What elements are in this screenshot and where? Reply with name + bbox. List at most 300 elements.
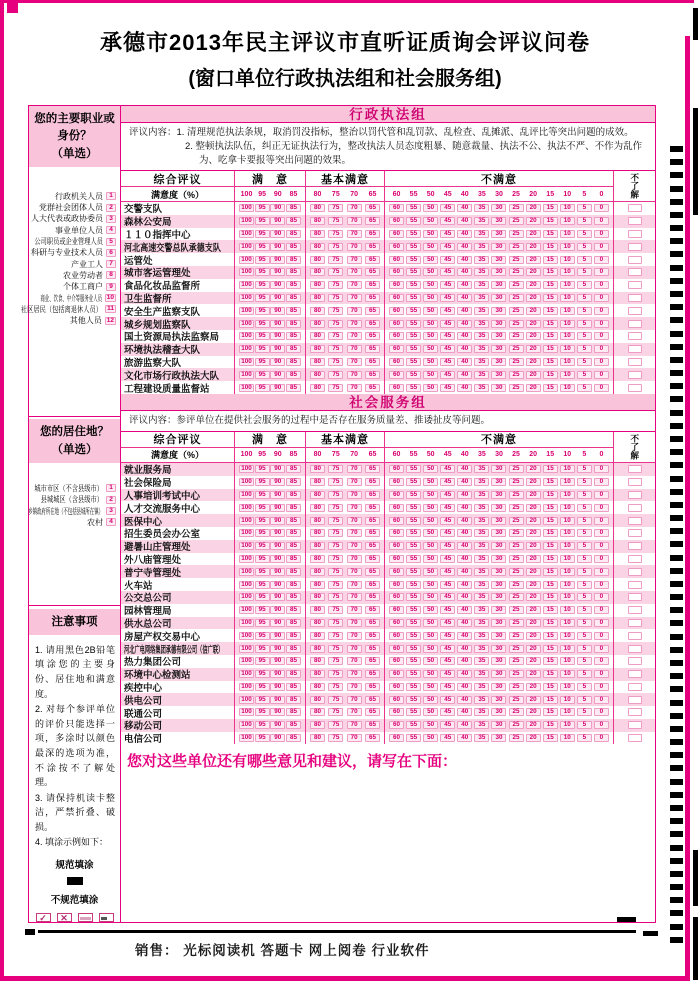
score-bubble-55[interactable]: 55: [406, 465, 421, 473]
score-bubble-85[interactable]: 85: [286, 478, 301, 486]
score-bubble-45[interactable]: 45: [440, 542, 455, 550]
score-bubble-100[interactable]: 100: [239, 683, 254, 691]
score-bubble-5[interactable]: 5: [577, 345, 592, 353]
score-bubble-45[interactable]: 45: [440, 529, 455, 537]
score-bubble-20[interactable]: 20: [526, 619, 541, 627]
score-bubble-70[interactable]: 70: [347, 734, 362, 742]
score-bubble-85[interactable]: 85: [286, 256, 301, 264]
score-bubble-25[interactable]: 25: [509, 708, 524, 716]
score-bubble-20[interactable]: 20: [526, 307, 541, 315]
score-bubble-65[interactable]: 65: [365, 568, 380, 576]
score-bubble-20[interactable]: 20: [526, 542, 541, 550]
unknown-checkbox[interactable]: [628, 568, 642, 576]
score-bubble-75[interactable]: 75: [328, 683, 343, 691]
score-bubble-75[interactable]: 75: [328, 645, 343, 653]
score-bubble-90[interactable]: 90: [270, 332, 285, 340]
score-bubble-100[interactable]: 100: [239, 268, 254, 276]
score-bubble-90[interactable]: 90: [270, 581, 285, 589]
score-bubble-30[interactable]: 30: [491, 384, 506, 392]
score-bubble-85[interactable]: 85: [286, 606, 301, 614]
score-bubble-100[interactable]: 100: [239, 491, 254, 499]
score-bubble-45[interactable]: 45: [440, 256, 455, 264]
score-bubble-70[interactable]: 70: [347, 243, 362, 251]
score-bubble-100[interactable]: 100: [239, 529, 254, 537]
score-bubble-20[interactable]: 20: [526, 204, 541, 212]
score-bubble-95[interactable]: 95: [255, 734, 270, 742]
score-bubble-20[interactable]: 20: [526, 465, 541, 473]
score-bubble-25[interactable]: 25: [509, 734, 524, 742]
score-bubble-30[interactable]: 30: [491, 517, 506, 525]
score-bubble-35[interactable]: 35: [474, 517, 489, 525]
score-bubble-40[interactable]: 40: [457, 358, 472, 366]
score-bubble-50[interactable]: 50: [423, 708, 438, 716]
score-bubble-85[interactable]: 85: [286, 708, 301, 716]
score-bubble-70[interactable]: 70: [347, 708, 362, 716]
score-bubble-20[interactable]: 20: [526, 294, 541, 302]
score-bubble-10[interactable]: 10: [560, 281, 575, 289]
option-bubble-3[interactable]: 3: [106, 215, 116, 223]
score-bubble-35[interactable]: 35: [474, 593, 489, 601]
score-bubble-55[interactable]: 55: [406, 708, 421, 716]
score-bubble-70[interactable]: 70: [347, 384, 362, 392]
score-bubble-65[interactable]: 65: [365, 358, 380, 366]
score-bubble-50[interactable]: 50: [423, 593, 438, 601]
score-bubble-15[interactable]: 15: [543, 320, 558, 328]
score-bubble-65[interactable]: 65: [365, 555, 380, 563]
score-bubble-10[interactable]: 10: [560, 230, 575, 238]
score-bubble-65[interactable]: 65: [365, 708, 380, 716]
score-bubble-35[interactable]: 35: [474, 734, 489, 742]
score-bubble-50[interactable]: 50: [423, 491, 438, 499]
score-bubble-75[interactable]: 75: [328, 504, 343, 512]
score-bubble-35[interactable]: 35: [474, 371, 489, 379]
score-bubble-40[interactable]: 40: [457, 517, 472, 525]
score-bubble-50[interactable]: 50: [423, 657, 438, 665]
score-bubble-40[interactable]: 40: [457, 345, 472, 353]
score-bubble-90[interactable]: 90: [270, 345, 285, 353]
score-bubble-40[interactable]: 40: [457, 657, 472, 665]
score-bubble-75[interactable]: 75: [328, 384, 343, 392]
unknown-checkbox[interactable]: [628, 230, 642, 238]
score-bubble-90[interactable]: 90: [270, 491, 285, 499]
score-bubble-60[interactable]: 60: [389, 517, 404, 525]
score-bubble-90[interactable]: 90: [270, 465, 285, 473]
score-bubble-75[interactable]: 75: [328, 204, 343, 212]
score-bubble-75[interactable]: 75: [328, 529, 343, 537]
score-bubble-95[interactable]: 95: [255, 606, 270, 614]
score-bubble-10[interactable]: 10: [560, 708, 575, 716]
score-bubble-25[interactable]: 25: [509, 721, 524, 729]
option-bubble-11[interactable]: 11: [107, 305, 114, 313]
score-bubble-0[interactable]: 0: [594, 504, 609, 512]
score-bubble-50[interactable]: 50: [423, 268, 438, 276]
score-bubble-0[interactable]: 0: [594, 345, 609, 353]
score-bubble-10[interactable]: 10: [560, 529, 575, 537]
score-bubble-40[interactable]: 40: [457, 465, 472, 473]
score-bubble-25[interactable]: 25: [509, 606, 524, 614]
score-bubble-10[interactable]: 10: [560, 542, 575, 550]
score-bubble-25[interactable]: 25: [509, 593, 524, 601]
score-bubble-20[interactable]: 20: [526, 721, 541, 729]
option-bubble-6[interactable]: 6: [106, 249, 116, 257]
score-bubble-5[interactable]: 5: [577, 542, 592, 550]
score-bubble-55[interactable]: 55: [406, 619, 421, 627]
score-bubble-25[interactable]: 25: [509, 345, 524, 353]
score-bubble-75[interactable]: 75: [328, 478, 343, 486]
score-bubble-100[interactable]: 100: [239, 243, 254, 251]
score-bubble-90[interactable]: 90: [270, 619, 285, 627]
score-bubble-95[interactable]: 95: [255, 708, 270, 716]
score-bubble-50[interactable]: 50: [423, 478, 438, 486]
score-bubble-75[interactable]: 75: [328, 555, 343, 563]
score-bubble-100[interactable]: 100: [239, 645, 254, 653]
score-bubble-0[interactable]: 0: [594, 721, 609, 729]
score-bubble-0[interactable]: 0: [594, 734, 609, 742]
score-bubble-60[interactable]: 60: [389, 657, 404, 665]
unknown-checkbox[interactable]: [628, 581, 642, 589]
score-bubble-5[interactable]: 5: [577, 217, 592, 225]
score-bubble-80[interactable]: 80: [310, 332, 325, 340]
score-bubble-65[interactable]: 65: [365, 504, 380, 512]
score-bubble-0[interactable]: 0: [594, 670, 609, 678]
score-bubble-70[interactable]: 70: [347, 657, 362, 665]
score-bubble-40[interactable]: 40: [457, 243, 472, 251]
score-bubble-65[interactable]: 65: [365, 581, 380, 589]
score-bubble-5[interactable]: 5: [577, 478, 592, 486]
score-bubble-50[interactable]: 50: [423, 606, 438, 614]
option-bubble-10[interactable]: 10: [106, 294, 114, 302]
unknown-checkbox[interactable]: [628, 204, 642, 212]
score-bubble-5[interactable]: 5: [577, 256, 592, 264]
score-bubble-40[interactable]: 40: [457, 542, 472, 550]
score-bubble-0[interactable]: 0: [594, 478, 609, 486]
score-bubble-95[interactable]: 95: [255, 568, 270, 576]
score-bubble-60[interactable]: 60: [389, 294, 404, 302]
score-bubble-65[interactable]: 65: [365, 683, 380, 691]
score-bubble-95[interactable]: 95: [255, 320, 270, 328]
score-bubble-65[interactable]: 65: [365, 657, 380, 665]
score-bubble-55[interactable]: 55: [406, 345, 421, 353]
score-bubble-15[interactable]: 15: [543, 268, 558, 276]
score-bubble-70[interactable]: 70: [347, 371, 362, 379]
score-bubble-70[interactable]: 70: [347, 256, 362, 264]
score-bubble-15[interactable]: 15: [543, 358, 558, 366]
score-bubble-95[interactable]: 95: [255, 657, 270, 665]
score-bubble-60[interactable]: 60: [389, 281, 404, 289]
score-bubble-40[interactable]: 40: [457, 371, 472, 379]
score-bubble-40[interactable]: 40: [457, 619, 472, 627]
score-bubble-85[interactable]: 85: [286, 670, 301, 678]
score-bubble-45[interactable]: 45: [440, 645, 455, 653]
score-bubble-75[interactable]: 75: [328, 619, 343, 627]
score-bubble-20[interactable]: 20: [526, 696, 541, 704]
score-bubble-85[interactable]: 85: [286, 384, 301, 392]
score-bubble-80[interactable]: 80: [310, 204, 325, 212]
score-bubble-30[interactable]: 30: [491, 734, 506, 742]
unknown-checkbox[interactable]: [628, 670, 642, 678]
score-bubble-75[interactable]: 75: [328, 243, 343, 251]
score-bubble-65[interactable]: 65: [365, 332, 380, 340]
score-bubble-80[interactable]: 80: [310, 358, 325, 366]
score-bubble-15[interactable]: 15: [543, 619, 558, 627]
score-bubble-15[interactable]: 15: [543, 384, 558, 392]
score-bubble-65[interactable]: 65: [365, 204, 380, 212]
score-bubble-55[interactable]: 55: [406, 478, 421, 486]
score-bubble-75[interactable]: 75: [328, 256, 343, 264]
score-bubble-5[interactable]: 5: [577, 371, 592, 379]
score-bubble-10[interactable]: 10: [560, 217, 575, 225]
score-bubble-55[interactable]: 55: [406, 307, 421, 315]
score-bubble-10[interactable]: 10: [560, 696, 575, 704]
score-bubble-40[interactable]: 40: [457, 307, 472, 315]
score-bubble-90[interactable]: 90: [270, 478, 285, 486]
score-bubble-50[interactable]: 50: [423, 696, 438, 704]
score-bubble-30[interactable]: 30: [491, 683, 506, 691]
score-bubble-35[interactable]: 35: [474, 478, 489, 486]
score-bubble-75[interactable]: 75: [328, 606, 343, 614]
score-bubble-60[interactable]: 60: [389, 358, 404, 366]
score-bubble-60[interactable]: 60: [389, 542, 404, 550]
score-bubble-35[interactable]: 35: [474, 581, 489, 589]
score-bubble-15[interactable]: 15: [543, 670, 558, 678]
score-bubble-30[interactable]: 30: [491, 606, 506, 614]
score-bubble-50[interactable]: 50: [423, 358, 438, 366]
score-bubble-10[interactable]: 10: [560, 734, 575, 742]
score-bubble-80[interactable]: 80: [310, 465, 325, 473]
score-bubble-15[interactable]: 15: [543, 555, 558, 563]
score-bubble-50[interactable]: 50: [423, 529, 438, 537]
score-bubble-5[interactable]: 5: [577, 504, 592, 512]
score-bubble-20[interactable]: 20: [526, 645, 541, 653]
score-bubble-55[interactable]: 55: [406, 568, 421, 576]
score-bubble-100[interactable]: 100: [239, 256, 254, 264]
score-bubble-40[interactable]: 40: [457, 696, 472, 704]
score-bubble-30[interactable]: 30: [491, 243, 506, 251]
score-bubble-45[interactable]: 45: [440, 384, 455, 392]
score-bubble-30[interactable]: 30: [491, 529, 506, 537]
score-bubble-5[interactable]: 5: [577, 708, 592, 716]
score-bubble-65[interactable]: 65: [365, 320, 380, 328]
score-bubble-85[interactable]: 85: [286, 465, 301, 473]
score-bubble-70[interactable]: 70: [347, 504, 362, 512]
score-bubble-40[interactable]: 40: [457, 384, 472, 392]
score-bubble-90[interactable]: 90: [270, 307, 285, 315]
score-bubble-10[interactable]: 10: [560, 619, 575, 627]
score-bubble-40[interactable]: 40: [457, 294, 472, 302]
score-bubble-95[interactable]: 95: [255, 478, 270, 486]
score-bubble-100[interactable]: 100: [239, 721, 254, 729]
score-bubble-45[interactable]: 45: [440, 683, 455, 691]
score-bubble-25[interactable]: 25: [509, 204, 524, 212]
score-bubble-95[interactable]: 95: [255, 204, 270, 212]
score-bubble-90[interactable]: 90: [270, 517, 285, 525]
score-bubble-30[interactable]: 30: [491, 294, 506, 302]
score-bubble-55[interactable]: 55: [406, 606, 421, 614]
score-bubble-15[interactable]: 15: [543, 204, 558, 212]
score-bubble-10[interactable]: 10: [560, 581, 575, 589]
unknown-checkbox[interactable]: [628, 217, 642, 225]
score-bubble-5[interactable]: 5: [577, 670, 592, 678]
score-bubble-85[interactable]: 85: [286, 721, 301, 729]
score-bubble-70[interactable]: 70: [347, 332, 362, 340]
score-bubble-45[interactable]: 45: [440, 670, 455, 678]
score-bubble-65[interactable]: 65: [365, 384, 380, 392]
score-bubble-100[interactable]: 100: [239, 504, 254, 512]
score-bubble-85[interactable]: 85: [286, 517, 301, 525]
score-bubble-25[interactable]: 25: [509, 657, 524, 665]
score-bubble-70[interactable]: 70: [347, 358, 362, 366]
score-bubble-100[interactable]: 100: [239, 320, 254, 328]
score-bubble-25[interactable]: 25: [509, 358, 524, 366]
score-bubble-70[interactable]: 70: [347, 542, 362, 550]
score-bubble-40[interactable]: 40: [457, 568, 472, 576]
score-bubble-75[interactable]: 75: [328, 657, 343, 665]
score-bubble-50[interactable]: 50: [423, 307, 438, 315]
score-bubble-80[interactable]: 80: [310, 281, 325, 289]
score-bubble-15[interactable]: 15: [543, 294, 558, 302]
score-bubble-35[interactable]: 35: [474, 542, 489, 550]
score-bubble-70[interactable]: 70: [347, 230, 362, 238]
score-bubble-15[interactable]: 15: [543, 721, 558, 729]
score-bubble-35[interactable]: 35: [474, 670, 489, 678]
score-bubble-55[interactable]: 55: [406, 529, 421, 537]
score-bubble-100[interactable]: 100: [239, 708, 254, 716]
score-bubble-30[interactable]: 30: [491, 230, 506, 238]
unknown-checkbox[interactable]: [628, 332, 642, 340]
score-bubble-90[interactable]: 90: [270, 504, 285, 512]
score-bubble-75[interactable]: 75: [328, 632, 343, 640]
score-bubble-25[interactable]: 25: [509, 670, 524, 678]
score-bubble-55[interactable]: 55: [406, 217, 421, 225]
score-bubble-25[interactable]: 25: [509, 555, 524, 563]
score-bubble-65[interactable]: 65: [365, 517, 380, 525]
score-bubble-100[interactable]: 100: [239, 696, 254, 704]
score-bubble-60[interactable]: 60: [389, 243, 404, 251]
score-bubble-70[interactable]: 70: [347, 307, 362, 315]
unknown-checkbox[interactable]: [628, 358, 642, 366]
score-bubble-20[interactable]: 20: [526, 734, 541, 742]
score-bubble-60[interactable]: 60: [389, 645, 404, 653]
score-bubble-50[interactable]: 50: [423, 204, 438, 212]
score-bubble-65[interactable]: 65: [365, 345, 380, 353]
score-bubble-80[interactable]: 80: [310, 721, 325, 729]
score-bubble-90[interactable]: 90: [270, 204, 285, 212]
score-bubble-5[interactable]: 5: [577, 358, 592, 366]
score-bubble-45[interactable]: 45: [440, 204, 455, 212]
score-bubble-85[interactable]: 85: [286, 307, 301, 315]
score-bubble-20[interactable]: 20: [526, 478, 541, 486]
unknown-checkbox[interactable]: [628, 593, 642, 601]
unknown-checkbox[interactable]: [628, 504, 642, 512]
score-bubble-75[interactable]: 75: [328, 708, 343, 716]
score-bubble-60[interactable]: 60: [389, 465, 404, 473]
score-bubble-55[interactable]: 55: [406, 683, 421, 691]
score-bubble-70[interactable]: 70: [347, 670, 362, 678]
score-bubble-95[interactable]: 95: [255, 529, 270, 537]
score-bubble-35[interactable]: 35: [474, 619, 489, 627]
score-bubble-30[interactable]: 30: [491, 204, 506, 212]
unknown-checkbox[interactable]: [628, 619, 642, 627]
score-bubble-15[interactable]: 15: [543, 371, 558, 379]
score-bubble-10[interactable]: 10: [560, 555, 575, 563]
score-bubble-40[interactable]: 40: [457, 217, 472, 225]
score-bubble-5[interactable]: 5: [577, 268, 592, 276]
score-bubble-85[interactable]: 85: [286, 529, 301, 537]
score-bubble-50[interactable]: 50: [423, 465, 438, 473]
score-bubble-50[interactable]: 50: [423, 517, 438, 525]
score-bubble-0[interactable]: 0: [594, 243, 609, 251]
score-bubble-55[interactable]: 55: [406, 734, 421, 742]
score-bubble-20[interactable]: 20: [526, 581, 541, 589]
score-bubble-85[interactable]: 85: [286, 568, 301, 576]
score-bubble-30[interactable]: 30: [491, 593, 506, 601]
score-bubble-95[interactable]: 95: [255, 670, 270, 678]
score-bubble-40[interactable]: 40: [457, 204, 472, 212]
score-bubble-20[interactable]: 20: [526, 593, 541, 601]
score-bubble-30[interactable]: 30: [491, 632, 506, 640]
score-bubble-5[interactable]: 5: [577, 632, 592, 640]
score-bubble-55[interactable]: 55: [406, 384, 421, 392]
score-bubble-35[interactable]: 35: [474, 217, 489, 225]
score-bubble-50[interactable]: 50: [423, 504, 438, 512]
score-bubble-90[interactable]: 90: [270, 268, 285, 276]
score-bubble-35[interactable]: 35: [474, 696, 489, 704]
option-bubble-4[interactable]: 4: [106, 226, 116, 234]
score-bubble-45[interactable]: 45: [440, 606, 455, 614]
score-bubble-0[interactable]: 0: [594, 256, 609, 264]
score-bubble-80[interactable]: 80: [310, 657, 325, 665]
score-bubble-100[interactable]: 100: [239, 555, 254, 563]
score-bubble-60[interactable]: 60: [389, 504, 404, 512]
score-bubble-95[interactable]: 95: [255, 358, 270, 366]
score-bubble-80[interactable]: 80: [310, 517, 325, 525]
score-bubble-5[interactable]: 5: [577, 465, 592, 473]
score-bubble-45[interactable]: 45: [440, 581, 455, 589]
score-bubble-65[interactable]: 65: [365, 645, 380, 653]
score-bubble-5[interactable]: 5: [577, 619, 592, 627]
score-bubble-20[interactable]: 20: [526, 491, 541, 499]
score-bubble-75[interactable]: 75: [328, 268, 343, 276]
score-bubble-100[interactable]: 100: [239, 593, 254, 601]
score-bubble-75[interactable]: 75: [328, 320, 343, 328]
score-bubble-10[interactable]: 10: [560, 371, 575, 379]
score-bubble-60[interactable]: 60: [389, 345, 404, 353]
score-bubble-85[interactable]: 85: [286, 632, 301, 640]
score-bubble-20[interactable]: 20: [526, 632, 541, 640]
score-bubble-0[interactable]: 0: [594, 371, 609, 379]
score-bubble-90[interactable]: 90: [270, 696, 285, 704]
score-bubble-60[interactable]: 60: [389, 581, 404, 589]
score-bubble-80[interactable]: 80: [310, 384, 325, 392]
score-bubble-80[interactable]: 80: [310, 243, 325, 251]
score-bubble-100[interactable]: 100: [239, 217, 254, 225]
unknown-checkbox[interactable]: [628, 632, 642, 640]
score-bubble-35[interactable]: 35: [474, 568, 489, 576]
score-bubble-90[interactable]: 90: [270, 645, 285, 653]
score-bubble-25[interactable]: 25: [509, 384, 524, 392]
score-bubble-80[interactable]: 80: [310, 217, 325, 225]
option-bubble-8[interactable]: 8: [106, 271, 116, 279]
score-bubble-100[interactable]: 100: [239, 345, 254, 353]
score-bubble-75[interactable]: 75: [328, 294, 343, 302]
score-bubble-15[interactable]: 15: [543, 581, 558, 589]
score-bubble-80[interactable]: 80: [310, 593, 325, 601]
score-bubble-25[interactable]: 25: [509, 230, 524, 238]
score-bubble-30[interactable]: 30: [491, 268, 506, 276]
option-bubble-3[interactable]: 3: [106, 507, 116, 515]
score-bubble-70[interactable]: 70: [347, 529, 362, 537]
score-bubble-95[interactable]: 95: [255, 517, 270, 525]
